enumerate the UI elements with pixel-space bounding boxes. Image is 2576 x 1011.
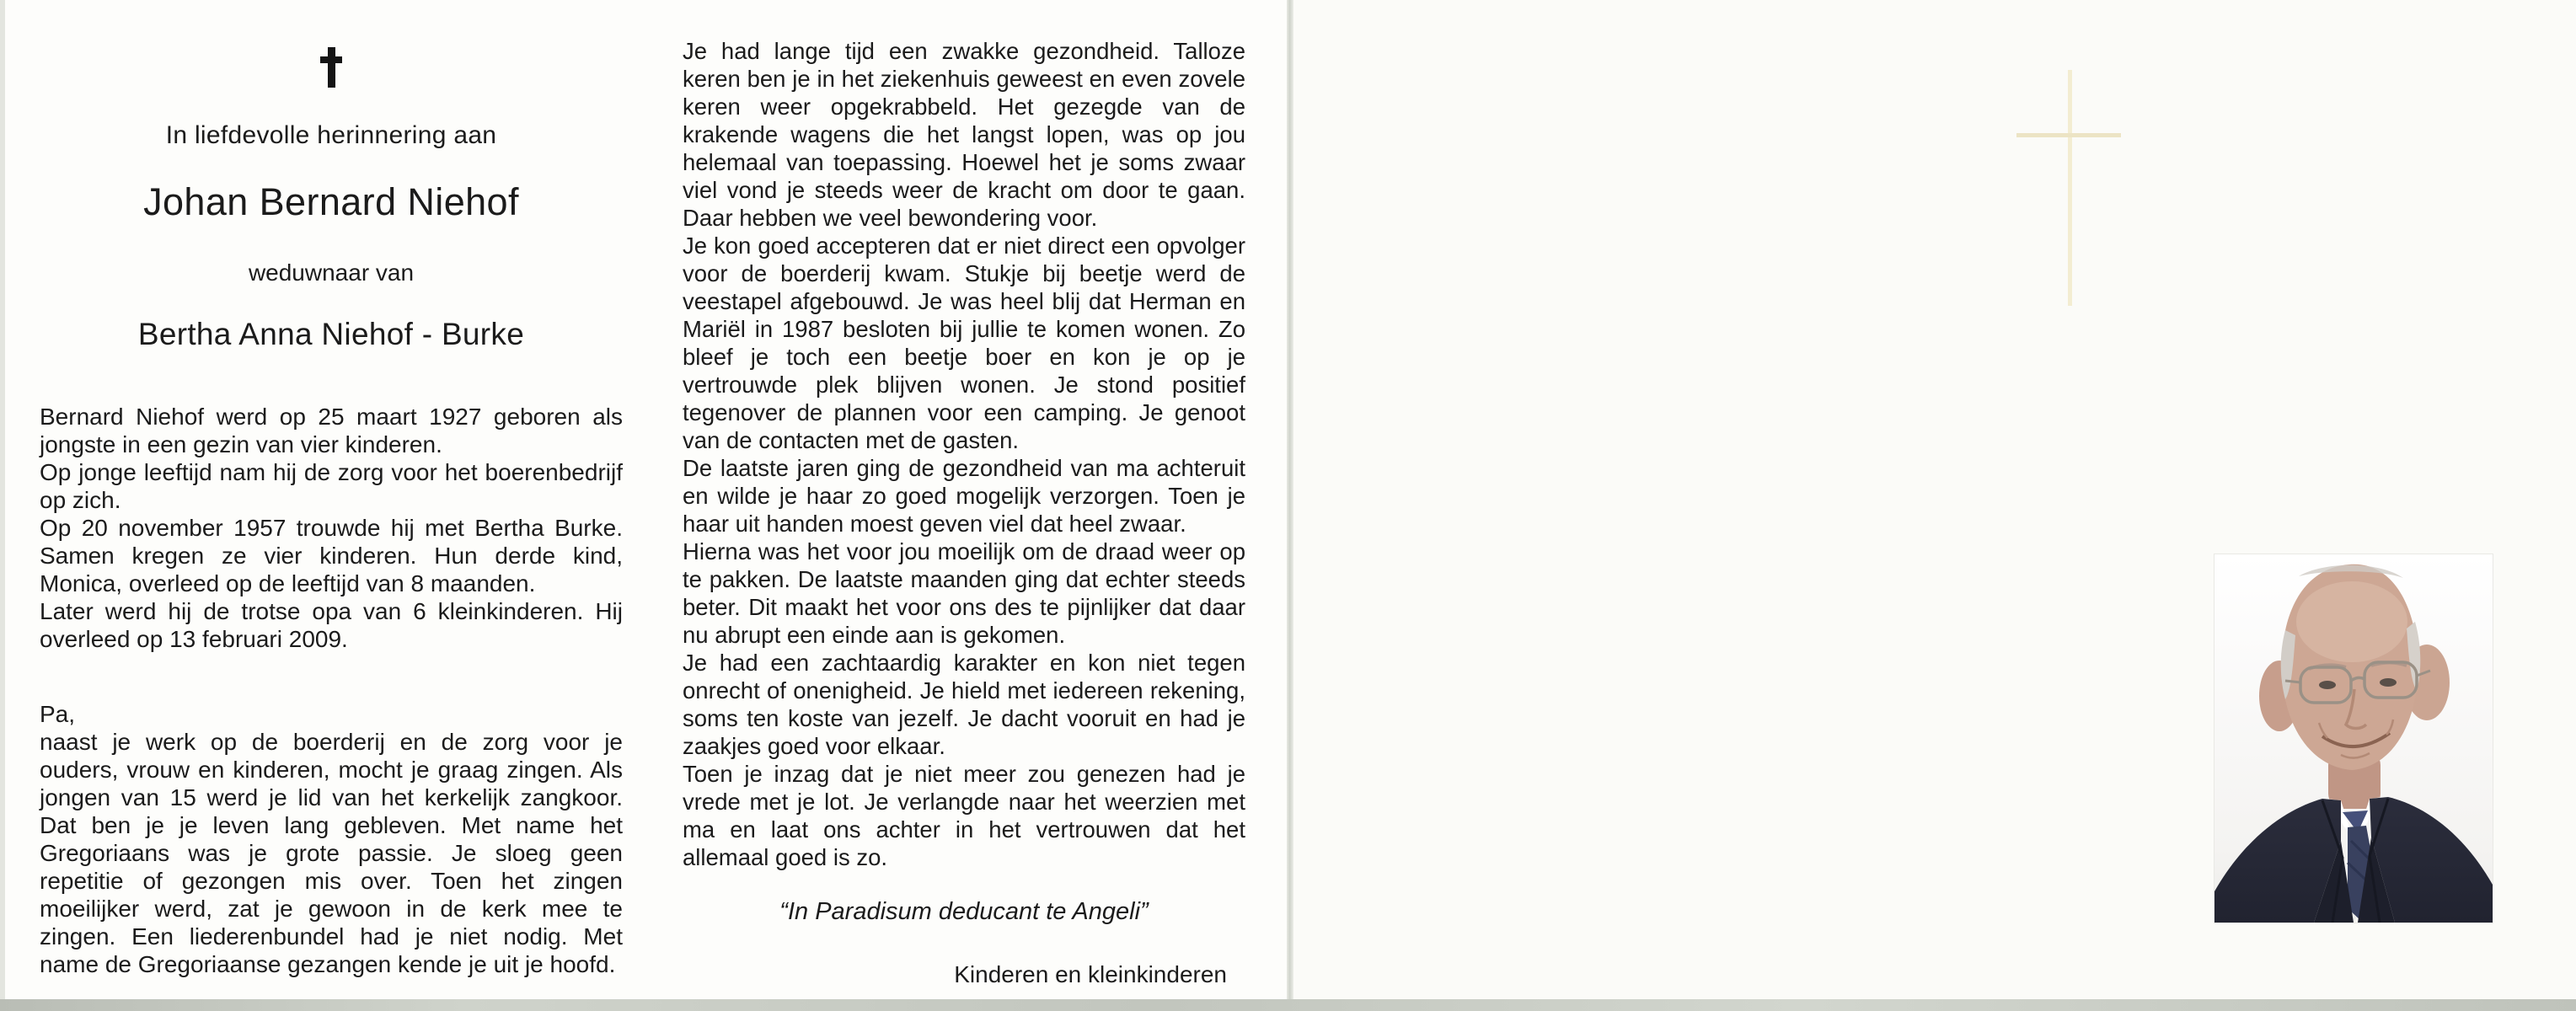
- tribute-paragraph: Hierna was het voor jou moeilijk om de draad weer op te pakken. De laatste maanden ging dat echter steeds beter. Dit maakt het voor ons des te pijnlijker dat daar nu abrupt een einde aan is gekomen.: [683, 538, 1245, 648]
- card-front-page: [40, 0, 623, 978]
- bio-paragraph: Op jonge leeftijd nam hij de zorg voor het boerenbedrijf op zich.: [40, 459, 623, 513]
- cross-watermark-icon: [2068, 70, 2072, 306]
- latin-quote: “In Paradisum deducant te Angeli”: [779, 898, 1149, 925]
- cross-icon-vertical-bar: [328, 47, 335, 88]
- card-inner-right-page: [683, 37, 1245, 988]
- bio-paragraph: Bernard Niehof werd op 25 maart 1927 geboren als jongste in een gezin van vier kinderen.: [40, 404, 623, 457]
- pa-paragraph: naast je werk op de boerderij en de zorg voor je ouders, vrouw en kinderen, mocht je graag zingen. Als jongen van 15 werd je lid van het kerkelijk zangkoor. Dat ben je je leven lang gebleven. Met name het Gregoriaans was je grote passie. Je sloeg geen repetitie of gezongen mis over. Toen het zingen moeilijker werd, zat je gewoon in de kerk mee te zingen. Een liederenbundel had je niet nodig. Met name de Gregoriaanse gezangen kende je uit je hoofd.: [40, 729, 623, 977]
- deceased-name: Johan Bernard Niehof: [143, 180, 519, 223]
- pa-tribute-block: [40, 700, 623, 978]
- cross-icon-horizontal-bar: [320, 56, 342, 63]
- cross-watermark-icon: [2016, 133, 2121, 137]
- cross-icon: [319, 47, 344, 88]
- bio-paragraph: Op 20 november 1957 trouwde hij met Bertha Burke. Samen kregen ze vier kinderen. Hun derde kind, Monica, overleed op de leeftijd van 8 maanden.: [40, 515, 623, 596]
- relation-label: weduwnaar van: [248, 259, 415, 286]
- biography-block: [40, 403, 623, 653]
- pa-salutation: Pa,: [40, 701, 76, 727]
- tribute-paragraph: Je kon goed accepteren dat er niet direct een opvolger voor de boerderij kwam. Stukje bij beetje werd de veestapel afgebouwd. Je was heel blij dat Herman en Mariël in 1987 besloten bij jullie te komen wonen. Zo bleef je toch een beetje boer en kon je op je vertrouwde plek blijven wonen. Je stond positief tegenover de plannen voor een camping. Je genoot van de contacten met de gasten.: [683, 233, 1245, 453]
- tribute-paragraph: De laatste jaren ging de gezondheid van ma achteruit en wilde je haar zo goed mogelijk verzorgen. Toen je haar uit handen moest geven viel dat heel zwaar.: [683, 455, 1245, 537]
- scan-left-edge: [0, 0, 5, 1011]
- tribute-paragraph: Toen je inzag dat je niet meer zou genezen had je vrede met je lot. Je verlangde naar het weerzien met ma en laat ons achter in het vertrouwen dat het allemaal goed is zo.: [683, 761, 1245, 870]
- memorial-header: In liefdevolle herinnering aan: [165, 121, 497, 149]
- portrait-photo: [2215, 554, 2493, 923]
- tribute-paragraph: Je had lange tijd een zwakke gezondheid. Talloze keren ben je in het ziekenhuis geweest en even zovele keren weer opgekrabbeld. Het gezegde van de krakende wagens die het langst lopen, was op jou helemaal van toepassing. Hoewel het je soms zwaar viel vond je steeds weer de kracht om door te gaan. Daar hebben we veel bewondering voor.: [683, 38, 1245, 231]
- bio-paragraph: Later werd hij de trotse opa van 6 kleinkinderen. Hij overleed op 13 februari 2009.: [40, 598, 623, 652]
- card-fold-line: [1287, 0, 1293, 1001]
- tribute-paragraph: Je had een zachtaardig karakter en kon niet tegen onrecht of onenigheid. Je hield met iedereen rekening, soms ten koste van jezelf. Je dacht vooruit en had je zaakjes goed voor elkaar.: [683, 650, 1245, 759]
- scan-bottom-edge: [0, 999, 2576, 1011]
- signature-line: Kinderen en kleinkinderen: [954, 961, 1227, 987]
- spouse-name: Bertha Anna Niehof - Burke: [137, 317, 525, 351]
- portrait-photo-drawing: [2215, 554, 2493, 923]
